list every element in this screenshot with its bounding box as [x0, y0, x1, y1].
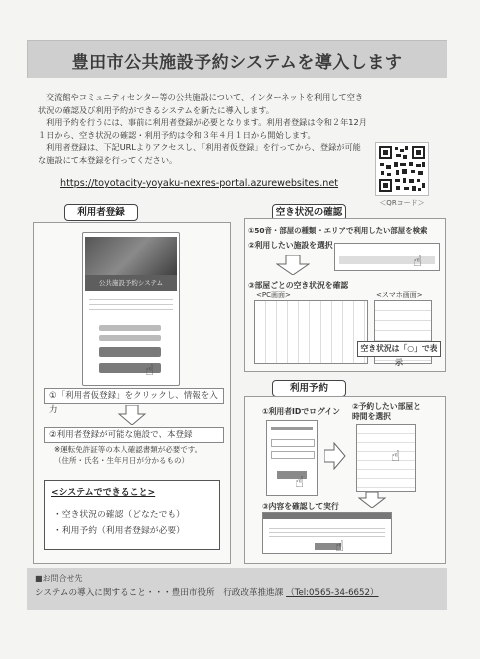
pointer-hand-icon: ☝: [391, 447, 401, 465]
confirmation-header-bar: [263, 513, 391, 519]
availability-step-3: ③部屋ごとの空き状況を確認: [248, 281, 349, 290]
step-2-box: ②利用者登録が可能な施設で、本登録: [44, 427, 224, 443]
features-box: [44, 480, 220, 550]
pointer-hand-icon: ☝: [335, 537, 345, 555]
contact-body: [35, 586, 379, 598]
contact-heading: ■お問合せ先: [35, 574, 83, 583]
reservation-step-1: ①利用者IDでログイン: [262, 407, 340, 416]
reservation-step-3: ③内容を確認して実行: [262, 502, 339, 511]
pointer-hand-icon: ☝: [145, 361, 155, 379]
phone-system-title: 公共施設予約システム: [85, 275, 177, 291]
intro-paragraph-3: 利用者登録は、下記URLよりアクセスし、「利用者仮登録」を行ってから、登録が可能な施設にて本登録を行ってください。: [38, 142, 361, 165]
title-band: [27, 40, 447, 78]
intro-text: [38, 91, 368, 167]
confirmation-screenshot: [262, 512, 392, 554]
arrow-right-icon: [324, 442, 346, 470]
pc-screen-label: <PC画面>: [256, 291, 291, 299]
contact-band: [27, 568, 447, 610]
phone-text-lines: [89, 295, 173, 313]
arrow-down-icon: [276, 255, 310, 275]
login-screenshot: [266, 420, 318, 496]
phone-option-row: [99, 325, 161, 331]
pointer-hand-icon: ☝: [413, 252, 423, 270]
step-1-box: ①「利用者仮登録」をクリックし、情報を入力: [44, 388, 224, 404]
arrow-down-icon: [118, 405, 146, 425]
intro-paragraph-1: 交流館やコミュニティセンター等の公共施設について、インターネットを利用して空き状況の確認及び利用予約ができるシステムを新たに導入します。: [38, 92, 364, 115]
feature-item: ・空き状況の確認（どなたでも）: [53, 510, 185, 520]
availability-step-2: ②利用したい施設を選択: [248, 241, 333, 250]
availability-step-1: ①50音・部屋の種類・エリアで利用したい部屋を検索: [248, 226, 428, 235]
section-heading-reservation: 利用予約: [272, 380, 346, 397]
features-title: <システムでできること>: [51, 488, 156, 498]
qr-code-image: [376, 143, 428, 195]
id-document-note: ※運転免許証等の本人確認書類が必要です。 （住所・氏名・生年月日が分かるもの）: [54, 445, 203, 465]
section-heading-availability: 空き状況の確認: [272, 204, 346, 221]
arrow-down-icon: [358, 492, 386, 508]
feature-item: ・利用予約（利用者登録が必要）: [53, 526, 185, 536]
contact-department: システムの導入に関すること・・・豊田市役所 行政改革推進課: [35, 588, 284, 598]
confirmation-details: [269, 525, 385, 537]
qr-code-label: ＜QRコード＞: [379, 199, 425, 207]
section-heading-user-registration: 利用者登録: [64, 204, 138, 221]
availability-symbol-callout: 空き状況は「○」で表示: [357, 341, 441, 357]
login-password-field: [271, 451, 315, 459]
smartphone-screen-label: <スマホ画面>: [376, 291, 423, 299]
facility-search-screenshot: [334, 243, 440, 271]
portal-url-link[interactable]: https://toyotacity-yoyaku-nexres-portal.azurewebsites.net: [60, 178, 339, 189]
phone-button: [99, 347, 161, 357]
qr-code: [375, 142, 429, 196]
intro-paragraph-2: 利用予約を行うには、事前に利用者登録が必要となります。利用者登録は令和２年12月１日から、空き状況の確認・利用予約は令和３年４月１日から開始します。: [38, 117, 367, 140]
login-title-bar: [271, 427, 313, 430]
phone-screenshot: [82, 232, 180, 386]
reservation-step-2: ②予約したい部屋と 時間を選択: [352, 402, 421, 421]
phone-option-row: [99, 335, 161, 341]
page-title: 豊田市公共施設予約システムを導入します: [71, 53, 403, 73]
login-id-field: [271, 439, 315, 447]
pointer-hand-icon: ☝: [295, 473, 305, 491]
room-time-selection-screenshot: [356, 424, 416, 492]
pc-availability-table: [254, 300, 368, 364]
phone-hero-image: [85, 237, 177, 275]
contact-phone: （Tel:0565-34-6652）: [286, 588, 379, 598]
